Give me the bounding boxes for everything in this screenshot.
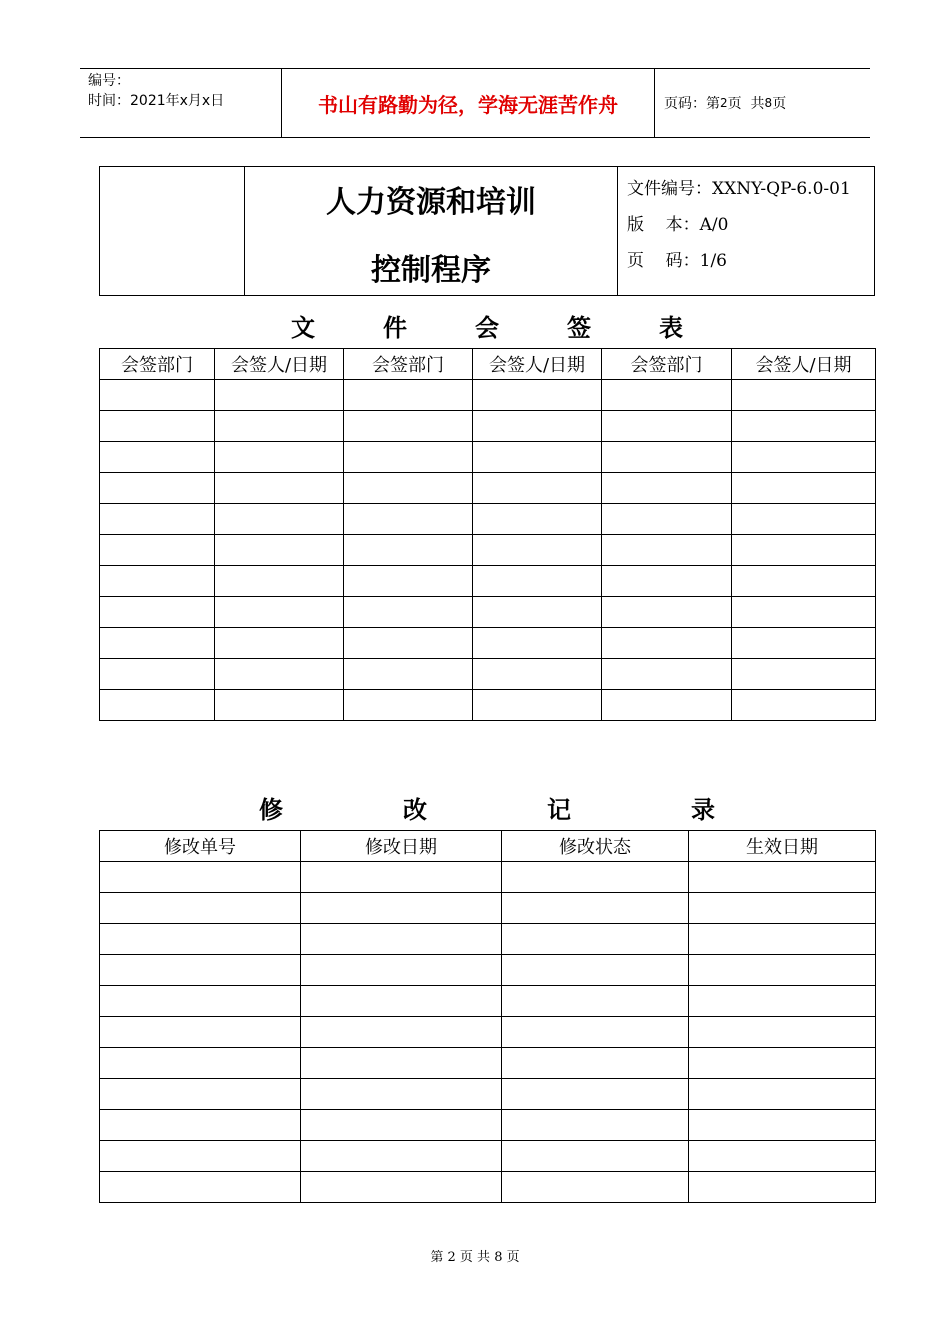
table-cell	[689, 1079, 876, 1110]
table-cell	[344, 504, 473, 535]
table-cell	[732, 442, 876, 473]
time-line	[88, 91, 278, 111]
signoff-row	[100, 535, 876, 566]
doc-no-row	[627, 171, 873, 207]
revision-row	[100, 1048, 876, 1079]
signoff-row	[100, 566, 876, 597]
revision-title-char: 录	[691, 796, 715, 824]
table-cell	[301, 1048, 502, 1079]
title-block	[99, 166, 875, 296]
table-cell	[689, 1141, 876, 1172]
page-end: 页	[772, 96, 787, 112]
table-cell	[100, 1141, 301, 1172]
revision-row	[100, 955, 876, 986]
table-cell	[215, 411, 344, 442]
signoff-row	[100, 442, 876, 473]
table-cell	[215, 535, 344, 566]
page-label: 页码：第	[664, 96, 720, 112]
col-header-signer-date: 会签人/日期	[215, 349, 344, 380]
table-cell	[689, 1017, 876, 1048]
table-cell	[344, 535, 473, 566]
col-header-dept: 会签部门	[100, 349, 215, 380]
doc-no-value: XXNY-QP-6.0-01	[712, 179, 851, 199]
table-cell	[100, 659, 215, 690]
table-cell	[100, 1110, 301, 1141]
document-title	[245, 167, 618, 295]
time-value: 2021年x月x日	[130, 93, 225, 109]
table-cell	[100, 473, 215, 504]
table-cell	[689, 1172, 876, 1203]
table-cell	[502, 862, 689, 893]
table-cell	[473, 380, 602, 411]
table-cell	[502, 924, 689, 955]
table-cell	[602, 659, 732, 690]
table-cell	[473, 597, 602, 628]
table-cell	[473, 411, 602, 442]
table-cell	[344, 659, 473, 690]
signoff-row	[100, 690, 876, 721]
footer-mid: 页 共	[459, 1250, 491, 1265]
table-cell	[215, 442, 344, 473]
table-cell	[473, 442, 602, 473]
table-cell	[732, 504, 876, 535]
table-cell	[689, 955, 876, 986]
table-cell	[215, 473, 344, 504]
signoff-row	[100, 659, 876, 690]
revision-row	[100, 1017, 876, 1048]
table-cell	[502, 1172, 689, 1203]
page-row	[627, 243, 873, 279]
table-cell	[689, 862, 876, 893]
revision-title-char: 改	[403, 796, 427, 824]
col-header-signer-date: 会签人/日期	[473, 349, 602, 380]
table-cell	[602, 597, 732, 628]
table-cell	[301, 1017, 502, 1048]
table-cell	[502, 1048, 689, 1079]
revision-row	[100, 1172, 876, 1203]
table-cell	[100, 597, 215, 628]
table-cell	[602, 411, 732, 442]
title-line-1: 人力资源和培训	[326, 185, 536, 220]
table-cell	[732, 380, 876, 411]
table-cell	[301, 1110, 502, 1141]
signoff-title-char: 表	[659, 314, 683, 342]
revision-row	[100, 924, 876, 955]
revision-row	[100, 862, 876, 893]
table-cell	[502, 1110, 689, 1141]
table-cell	[100, 566, 215, 597]
header-divider	[654, 69, 655, 137]
table-cell	[689, 1110, 876, 1141]
table-cell	[732, 473, 876, 504]
col-header-signer-date: 会签人/日期	[732, 349, 876, 380]
table-cell	[100, 535, 215, 566]
col-header-revision-no: 修改单号	[100, 831, 301, 862]
footer-prefix: 第	[430, 1250, 444, 1265]
header-page-number	[664, 69, 786, 137]
table-cell	[100, 690, 215, 721]
table-cell	[602, 566, 732, 597]
table-cell	[502, 986, 689, 1017]
table-cell	[473, 535, 602, 566]
revision-row	[100, 1141, 876, 1172]
revision-row	[100, 986, 876, 1017]
table-cell	[602, 442, 732, 473]
revision-row	[100, 893, 876, 924]
table-cell	[100, 411, 215, 442]
header-meta	[88, 71, 278, 135]
table-cell	[100, 893, 301, 924]
table-cell	[689, 924, 876, 955]
table-cell	[502, 955, 689, 986]
page-current: 2	[720, 96, 728, 110]
col-header-dept: 会签部门	[602, 349, 732, 380]
table-cell	[344, 566, 473, 597]
table-cell	[100, 504, 215, 535]
table-cell	[502, 1079, 689, 1110]
table-cell	[473, 628, 602, 659]
version-row	[627, 207, 873, 243]
table-cell	[344, 597, 473, 628]
revision-title-char: 记	[547, 796, 571, 824]
col-header-revision-status: 修改状态	[502, 831, 689, 862]
table-cell	[344, 380, 473, 411]
page-code-value: 1/6	[699, 251, 727, 271]
table-cell	[732, 535, 876, 566]
page-footer	[0, 1246, 950, 1265]
footer-suffix: 页	[506, 1250, 520, 1265]
signoff-title-char: 件	[383, 314, 407, 342]
table-cell	[301, 862, 502, 893]
table-cell	[502, 1017, 689, 1048]
table-cell	[100, 628, 215, 659]
table-cell	[344, 628, 473, 659]
table-cell	[100, 924, 301, 955]
table-cell	[100, 442, 215, 473]
table-cell	[215, 380, 344, 411]
table-cell	[689, 1048, 876, 1079]
col-header-revision-date: 修改日期	[301, 831, 502, 862]
table-cell	[301, 986, 502, 1017]
logo-cell	[100, 167, 245, 295]
table-cell	[344, 690, 473, 721]
table-cell	[473, 690, 602, 721]
table-cell	[100, 1172, 301, 1203]
version-value: A/0	[699, 215, 729, 235]
document-info	[627, 171, 873, 279]
page-code-label: 页 码：	[627, 251, 700, 271]
table-cell	[100, 380, 215, 411]
version-label: 版 本：	[627, 215, 700, 235]
signoff-row	[100, 411, 876, 442]
table-cell	[301, 924, 502, 955]
table-cell	[100, 1079, 301, 1110]
table-cell	[602, 690, 732, 721]
col-header-dept: 会签部门	[344, 349, 473, 380]
table-cell	[473, 659, 602, 690]
table-cell	[689, 893, 876, 924]
revision-header-row	[100, 831, 876, 862]
table-cell	[473, 566, 602, 597]
table-cell	[100, 986, 301, 1017]
table-cell	[602, 628, 732, 659]
signoff-row	[100, 380, 876, 411]
signoff-title	[99, 308, 875, 343]
signoff-title-char: 签	[567, 314, 591, 342]
table-cell	[602, 473, 732, 504]
table-cell	[689, 986, 876, 1017]
revision-title	[99, 790, 875, 825]
table-cell	[732, 690, 876, 721]
table-cell	[732, 411, 876, 442]
table-cell	[473, 473, 602, 504]
table-cell	[602, 535, 732, 566]
table-cell	[344, 473, 473, 504]
table-cell	[301, 1079, 502, 1110]
revision-table	[99, 830, 876, 1203]
table-cell	[100, 862, 301, 893]
table-cell	[732, 628, 876, 659]
table-cell	[732, 659, 876, 690]
signoff-table	[99, 348, 876, 721]
signoff-title-char: 会	[475, 314, 499, 342]
col-header-effective-date: 生效日期	[689, 831, 876, 862]
revision-row	[100, 1079, 876, 1110]
doc-no-label: 文件编号：	[627, 179, 712, 199]
signoff-header-row	[100, 349, 876, 380]
table-cell	[473, 504, 602, 535]
signoff-row	[100, 628, 876, 659]
signoff-row	[100, 504, 876, 535]
table-cell	[100, 1017, 301, 1048]
signoff-row	[100, 597, 876, 628]
revision-row	[100, 1110, 876, 1141]
table-cell	[100, 955, 301, 986]
table-cell	[215, 597, 344, 628]
table-cell	[215, 566, 344, 597]
table-cell	[301, 893, 502, 924]
table-cell	[301, 1172, 502, 1203]
signoff-row	[100, 473, 876, 504]
table-cell	[602, 504, 732, 535]
table-cell	[215, 690, 344, 721]
page-header	[80, 68, 870, 138]
table-cell	[502, 893, 689, 924]
table-cell	[100, 1048, 301, 1079]
table-cell	[502, 1141, 689, 1172]
table-cell	[732, 597, 876, 628]
table-cell	[344, 411, 473, 442]
time-label: 时间：	[88, 93, 130, 109]
header-motto: 书山有路勤为径，学海无涯苦作舟	[318, 92, 618, 117]
table-cell	[344, 442, 473, 473]
table-cell	[732, 566, 876, 597]
footer-current: 2	[447, 1250, 456, 1265]
table-cell	[301, 955, 502, 986]
page-mid: 页 共	[727, 96, 765, 112]
table-cell	[215, 659, 344, 690]
signoff-title-char: 文	[291, 314, 315, 342]
title-line-2: 控制程序	[371, 253, 491, 288]
table-cell	[301, 1141, 502, 1172]
table-cell	[215, 628, 344, 659]
table-cell	[602, 380, 732, 411]
page-total: 8	[764, 96, 773, 110]
table-cell	[215, 504, 344, 535]
number-label: 编号：	[88, 73, 130, 89]
revision-title-char: 修	[259, 796, 283, 824]
footer-total: 8	[494, 1250, 503, 1265]
